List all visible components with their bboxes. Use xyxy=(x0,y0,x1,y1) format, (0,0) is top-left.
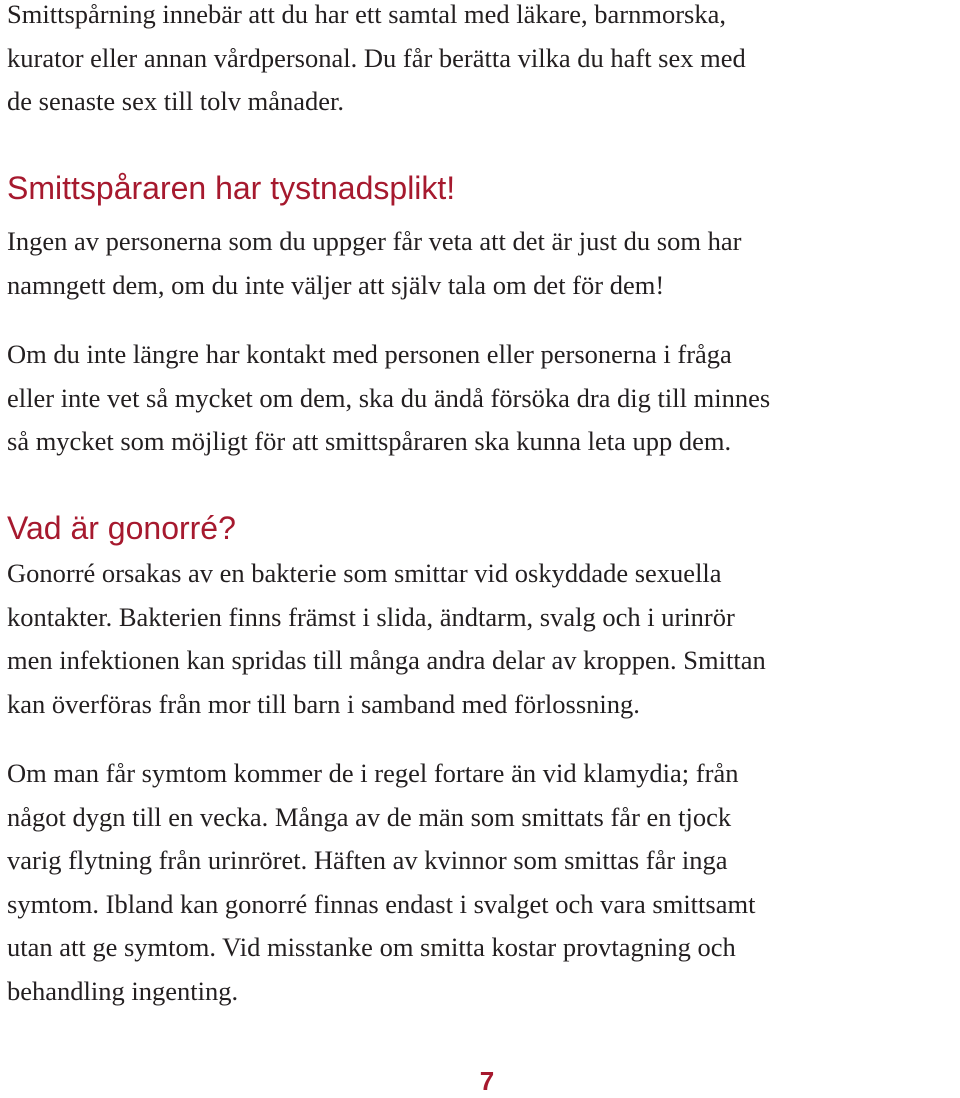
text-line: Smittspårning innebär att du har ett samtal med läkare, barnmorska, xyxy=(7,0,726,29)
text-line: kan överföras från mor till barn i samband med förlossning. xyxy=(7,688,640,719)
text-line: Gonorré orsakas av en bakterie som smittar vid oskyddade sexuella xyxy=(7,558,722,588)
text-line: Om du inte längre har kontakt med personen eller personerna i fråga xyxy=(7,339,732,369)
text-line: namngett dem, om du inte väljer att själv tala om det för dem! xyxy=(7,269,665,300)
text-line: Om man får symtom kommer de i regel fortare än vid klamydia; från xyxy=(7,758,739,788)
text-line: behandling ingenting. xyxy=(7,975,239,1006)
text-line: kurator eller annan vårdpersonal. Du får berätta vilka du haft sex med xyxy=(7,42,746,73)
text-line: utan att ge symtom. Vid misstanke om smitta kostar provtagning och xyxy=(7,932,736,962)
symptoms-paragraph xyxy=(7,752,755,1013)
gonorrhea-paragraph xyxy=(7,552,766,726)
heading-confidentiality: Smittspåraren har tystnadsplikt! xyxy=(7,170,456,206)
text-line: så mycket som möjligt för att smittspåraren ska kunna leta upp dem. xyxy=(7,426,732,456)
intro-paragraph xyxy=(7,0,746,124)
text-line: varig flytning från urinröret. Häften av kvinnor som smittas får inga xyxy=(7,845,728,875)
text-line: symtom. Ibland kan gonorré finnas endast i svalget och vara smittsamt xyxy=(7,888,756,919)
confidentiality-paragraph xyxy=(7,220,741,307)
text-line: Ingen av personerna som du uppger får veta att det är just du som har xyxy=(7,226,742,256)
text-line: men infektionen kan spridas till många andra delar av kroppen. Smittan xyxy=(7,645,766,675)
heading-gonorrhea: Vad är gonorré? xyxy=(7,510,236,546)
page-number: 7 xyxy=(479,1066,495,1096)
text-line: eller inte vet så mycket om dem, ska du ändå försöka dra dig till minnes xyxy=(7,382,771,413)
text-line: kontakter. Bakterien finns främst i slida, ändtarm, svalg och i urinrör xyxy=(7,601,735,632)
contact-paragraph xyxy=(7,333,770,464)
text-line: de senaste sex till tolv månader. xyxy=(7,86,345,116)
text-line: något dygn till en vecka. Många av de män som smittats får en tjock xyxy=(7,801,732,832)
